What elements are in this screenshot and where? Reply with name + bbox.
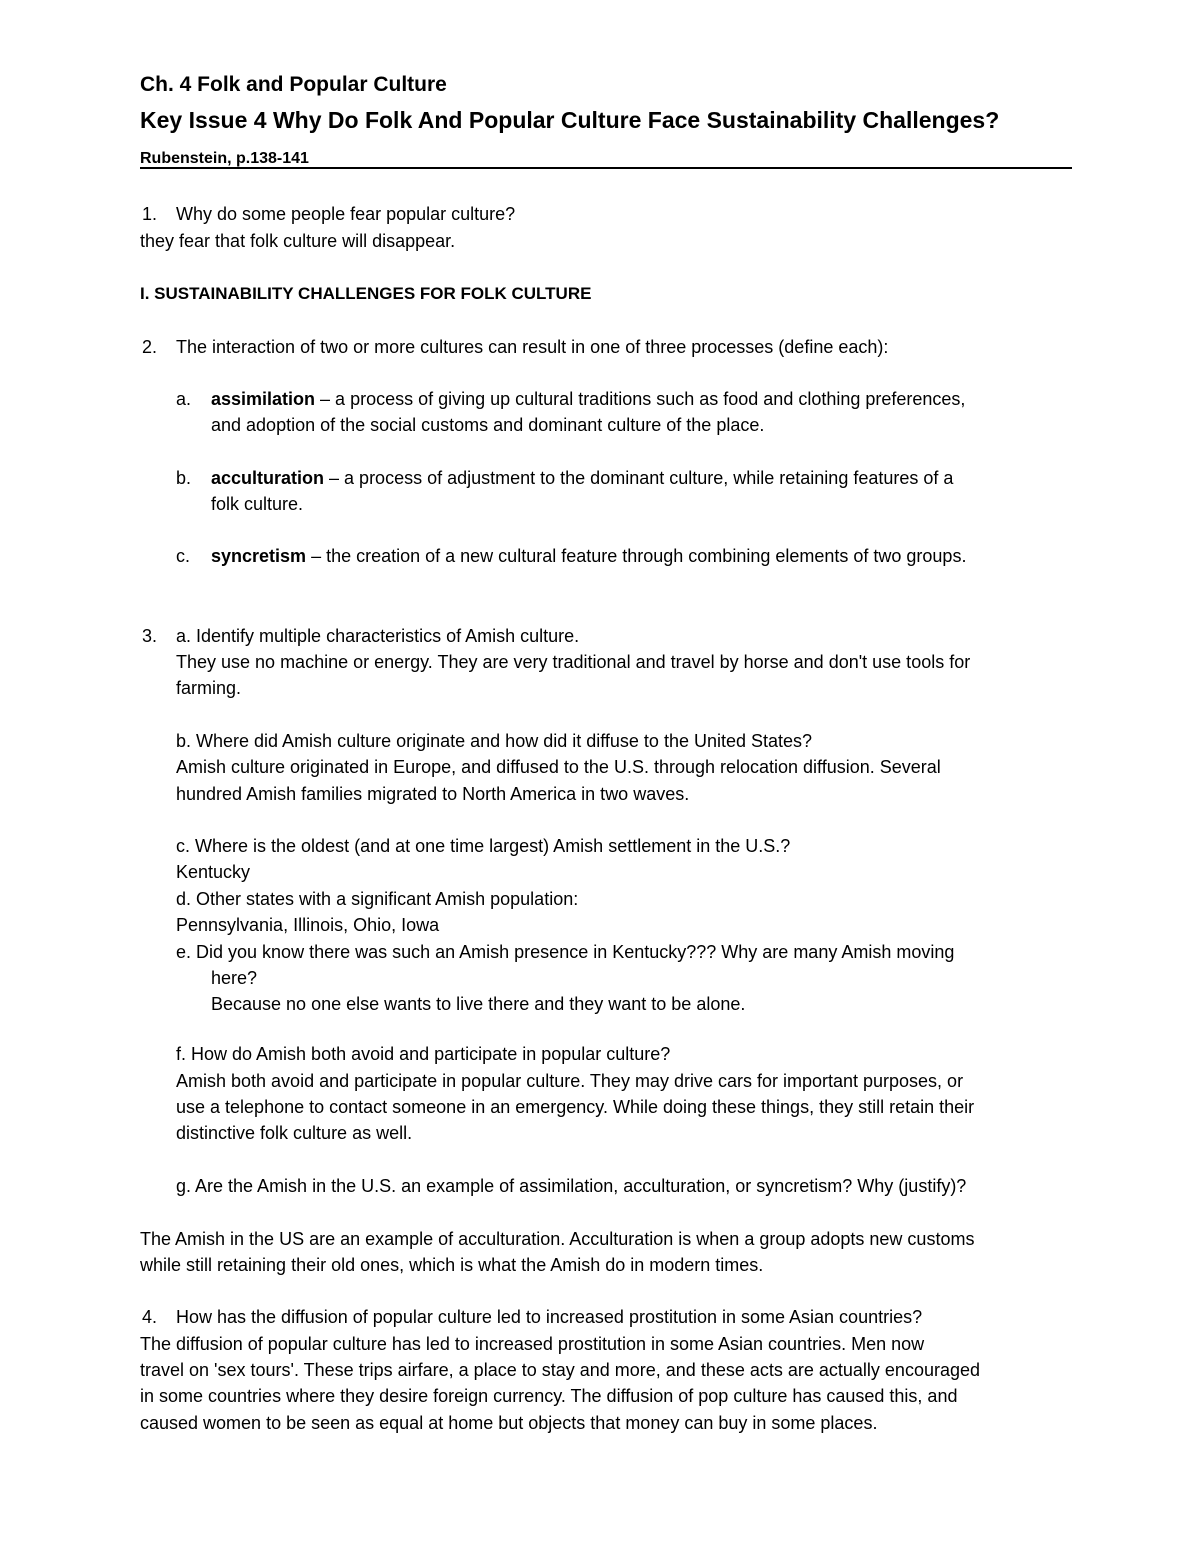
term-acculturation: acculturation [211,468,325,488]
q1-number: 1. [142,204,158,224]
q2a-def-line1: – a process of giving up cultural traditions such as food and clothing preferences, [315,389,966,409]
q3a-answer-line1: They use no machine or energy. They are very traditional and travel by horse and don't use tools for [176,652,971,672]
q2b-def-line2: folk culture. [211,494,304,514]
q2a-letter: a. [176,389,192,409]
q4-number: 4. [142,1307,158,1327]
q3f-answer-line2: use a telephone to contact someone in an emergency. While doing these things, they still retain their [176,1097,975,1117]
q3a-question: a. Identify multiple characteristics of Amish culture. [176,626,580,646]
q1-answer: they fear that folk culture will disappear. [140,231,456,251]
q2-number: 2. [142,337,158,357]
q2c-definition [211,545,966,567]
q3b-answer-line1: Amish culture originated in Europe, and diffused to the U.S. through relocation diffusion. Several [176,757,941,777]
q3f-answer-line3: distinctive folk culture as well. [176,1123,413,1143]
q1-question: Why do some people fear popular culture? [176,204,516,224]
q3g-answer-line2: while still retaining their old ones, which is what the Amish do in modern times. [140,1255,764,1275]
header-rule [140,167,1072,169]
q3e-answer: Because no one else wants to live there and they want to be alone. [211,994,746,1014]
q3g-question: g. Are the Amish in the U.S. an example of assimilation, acculturation, or syncretism? Why (justify)? [176,1176,967,1196]
q3c-answer: Kentucky [176,862,251,882]
q4-answer-line2: travel on 'sex tours'. These trips airfare, a place to stay and more, and these acts are actually encouraged [140,1360,980,1380]
q2-question: The interaction of two or more cultures can result in one of three processes (define each): [176,337,889,357]
q3e-question-line2: here? [211,968,258,988]
term-assimilation: assimilation [211,389,316,409]
q4-answer-line1: The diffusion of popular culture has led to increased prostitution in some Asian countries. Men now [140,1334,925,1354]
q3a-answer-line2: farming. [176,678,242,698]
q3f-answer-line1: Amish both avoid and participate in popular culture. They may drive cars for important purposes, or [176,1071,964,1091]
q2c-letter: c. [176,546,191,566]
q3-number: 3. [142,626,158,646]
q3b-answer-line2: hundred Amish families migrated to North America in two waves. [176,784,690,804]
q2a-definition [211,388,965,410]
source-citation: Rubenstein, p.138-141 [140,150,309,167]
term-syncretism: syncretism [211,546,307,566]
q3g-answer-line1: The Amish in the US are an example of acculturation. Acculturation is when a group adopts new customs [140,1229,975,1249]
q3d-question: d. Other states with a significant Amish population: [176,889,579,909]
q2b-def-line1: – a process of adjustment to the dominant culture, while retaining features of a [324,468,954,488]
q4-question: How has the diffusion of popular culture led to increased prostitution in some Asian countries? [176,1307,923,1327]
q2c-def-line1: – the creation of a new cultural feature through combining elements of two groups. [306,546,967,566]
key-issue-title: Key Issue 4 Why Do Folk And Popular Culture Face Sustainability Challenges? [140,107,1000,133]
q3c-question: c. Where is the oldest (and at one time largest) Amish settlement in the U.S.? [176,836,791,856]
q3e-question-line1: e. Did you know there was such an Amish presence in Kentucky??? Why are many Amish moving [176,942,955,962]
q2b-definition [211,467,953,489]
section-heading: I. SUSTAINABILITY CHALLENGES FOR FOLK CULTURE [140,284,592,303]
q2b-letter: b. [176,468,192,488]
q2a-def-line2: and adoption of the social customs and dominant culture of the place. [211,415,765,435]
q3f-question: f. How do Amish both avoid and participate in popular culture? [176,1044,671,1064]
q3d-answer: Pennsylvania, Illinois, Ohio, Iowa [176,915,440,935]
q3b-question: b. Where did Amish culture originate and how did it diffuse to the United States? [176,731,813,751]
q4-answer-line3: in some countries where they desire foreign currency. The diffusion of pop culture has caused this, and [140,1386,958,1406]
chapter-title: Ch. 4 Folk and Popular Culture [140,73,447,96]
q4-answer-line4: caused women to be seen as equal at home but objects that money can buy in some places. [140,1413,878,1433]
